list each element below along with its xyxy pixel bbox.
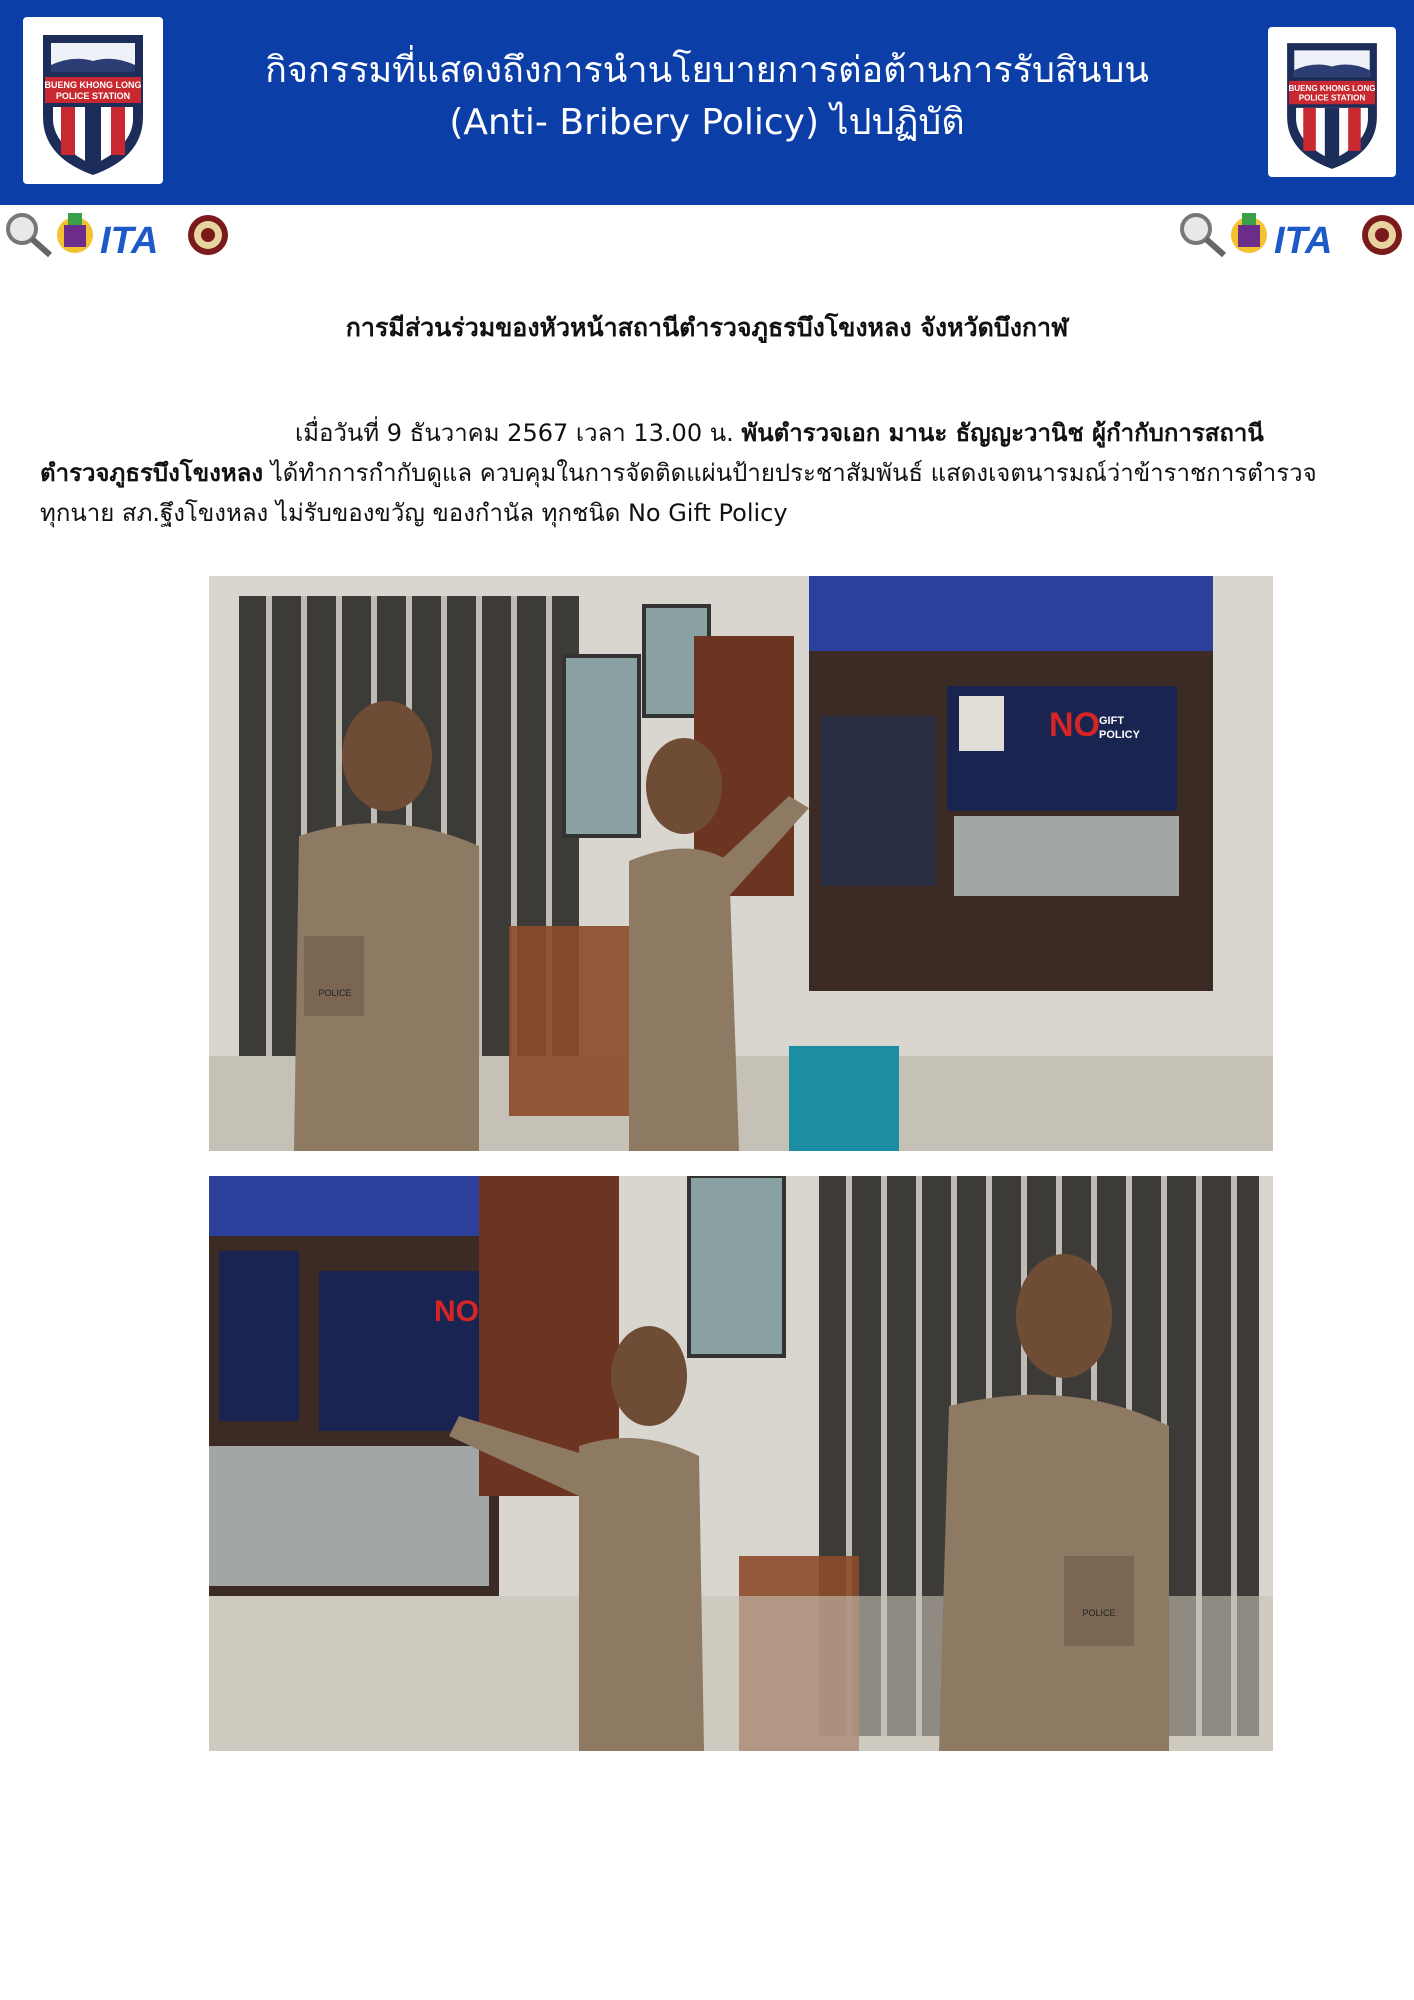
seal-icon — [188, 215, 228, 255]
svg-text:POLICE: POLICE — [1082, 1608, 1116, 1618]
header-title — [200, 45, 1214, 149]
svg-text:NO: NO — [1049, 706, 1100, 744]
document-heading: การมีส่วนร่วมของหัวหน้าสถานีตำรวจภูธรบึงโขงหลง จังหวัดบึงกาฬ — [345, 313, 1069, 342]
para-intro: เมื่อวันที่ 9 ธันวาคม 2567 เวลา 13.00 น. — [295, 419, 742, 447]
svg-text:POLICE STATION: POLICE STATION — [55, 91, 131, 101]
para-station-name: ตำรวจภูธรบึงโขงหลง — [40, 459, 264, 487]
header-title-line1: กิจกรรมที่แสดงถึงการนำนโยบายการต่อต้านการรับสินบน — [265, 50, 1149, 91]
photo-2 — [209, 1176, 1273, 1751]
seal-icon — [1362, 215, 1402, 255]
police-station-logo-right — [1268, 27, 1396, 177]
svg-text:ITA: ITA — [100, 220, 159, 262]
para-officer-name: พันตำรวจเอก มานะ ธัญญะวานิช ผู้กำกับการสถานี — [741, 419, 1264, 447]
ita-logo-strip-right — [1174, 203, 1414, 263]
svg-text:GIFT: GIFT — [1099, 715, 1125, 727]
magnifier-icon — [8, 215, 50, 255]
svg-text:ITA: ITA — [1274, 220, 1333, 262]
svg-text:BUENG KHONG LONG: BUENG KHONG LONG — [44, 80, 142, 90]
emblem-icon — [1231, 213, 1267, 253]
svg-text:POLICE: POLICE — [318, 988, 352, 998]
svg-text:POLICY: POLICY — [1099, 729, 1140, 741]
svg-text:BUENG KHONG LONG: BUENG KHONG LONG — [1288, 83, 1376, 93]
svg-text:NO: NO — [434, 1295, 479, 1328]
page-header — [0, 0, 1414, 205]
para-body: ได้ทำการกำกับดูแล ควบคุมในการจัดติดแผ่นป้ายประชาสัมพันธ์ แสดงเจตนารมณ์ว่าข้าราชการตำรวจทุกนาย สภ.ฐึงโขงหลง ไม่รับของขวัญ ของกำนัล ทุกชนิด No Gift Policy — [40, 459, 1317, 527]
ita-logo-strip-left — [0, 203, 240, 263]
header-title-line2: (Anti- Bribery Policy) ไปปฏิบัติ — [449, 102, 965, 143]
emblem-icon — [57, 213, 93, 253]
magnifier-icon — [1182, 215, 1224, 255]
svg-text:POLICE STATION: POLICE STATION — [1298, 93, 1366, 103]
police-station-logo — [23, 17, 163, 184]
photo-1 — [209, 576, 1273, 1151]
body-paragraph — [40, 413, 1340, 533]
